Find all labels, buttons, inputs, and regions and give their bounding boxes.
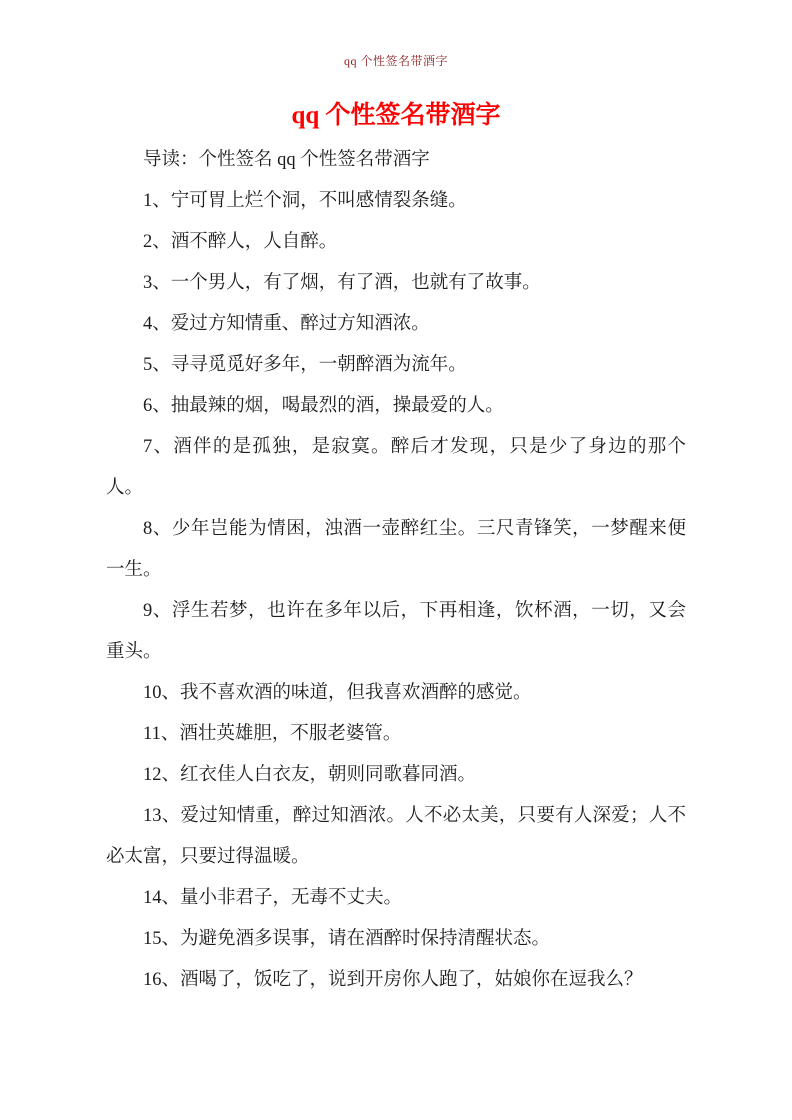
- list-item: 2、酒不醉人，人自醉。: [143, 232, 338, 252]
- list-item: 11、酒壮英雄胆，不服老婆管。: [143, 724, 402, 744]
- list-item: 6、抽最辣的烟，喝最烈的酒，操最爱的人。: [143, 396, 504, 416]
- page-title: qq 个性签名带酒字: [291, 102, 501, 129]
- list-item: 9、浮生若梦，也许在多年以后，下再相逢，饮杯酒，一切，又会重头。: [106, 601, 686, 662]
- list-item: 14、量小非君子，无毒不丈夫。: [143, 888, 403, 908]
- list-item: 4、爱过方知情重、醉过方知酒浓。: [143, 314, 430, 334]
- lead-paragraph: 导读：个性签名 qq 个性签名带酒字: [143, 150, 430, 170]
- list-item: 10、我不喜欢酒的味道，但我喜欢酒醉的感觉。: [143, 683, 532, 703]
- list-item: 3、一个男人，有了烟，有了酒，也就有了故事。: [143, 273, 541, 293]
- list-item: 15、为避免酒多误事，请在酒醉时保持清醒状态。: [143, 929, 551, 949]
- running-header: qq 个性签名带酒字: [343, 54, 448, 68]
- list-item: 8、少年岂能为情困，浊酒一壶醉红尘。三尺青锋笑，一梦醒来便一生。: [106, 519, 686, 580]
- list-item: 1、宁可胃上烂个洞，不叫感情裂条缝。: [143, 191, 467, 211]
- list-item: 13、爱过知情重，醉过知酒浓。人不必太美，只要有人深爱；人不必太富，只要过得温暖。: [106, 806, 686, 867]
- document-body: [106, 140, 686, 1001]
- list-item: 7、酒伴的是孤独，是寂寞。醉后才发现，只是少了身边的那个人。: [106, 437, 686, 498]
- list-item: 12、红衣佳人白衣友，朝则同歌暮同酒。: [143, 765, 477, 785]
- list-item: 16、酒喝了，饭吃了，说到开房你人跑了，姑娘你在逗我么？: [143, 970, 643, 990]
- list-item: 5、寻寻觅觅好多年，一朝醉酒为流年。: [143, 355, 467, 375]
